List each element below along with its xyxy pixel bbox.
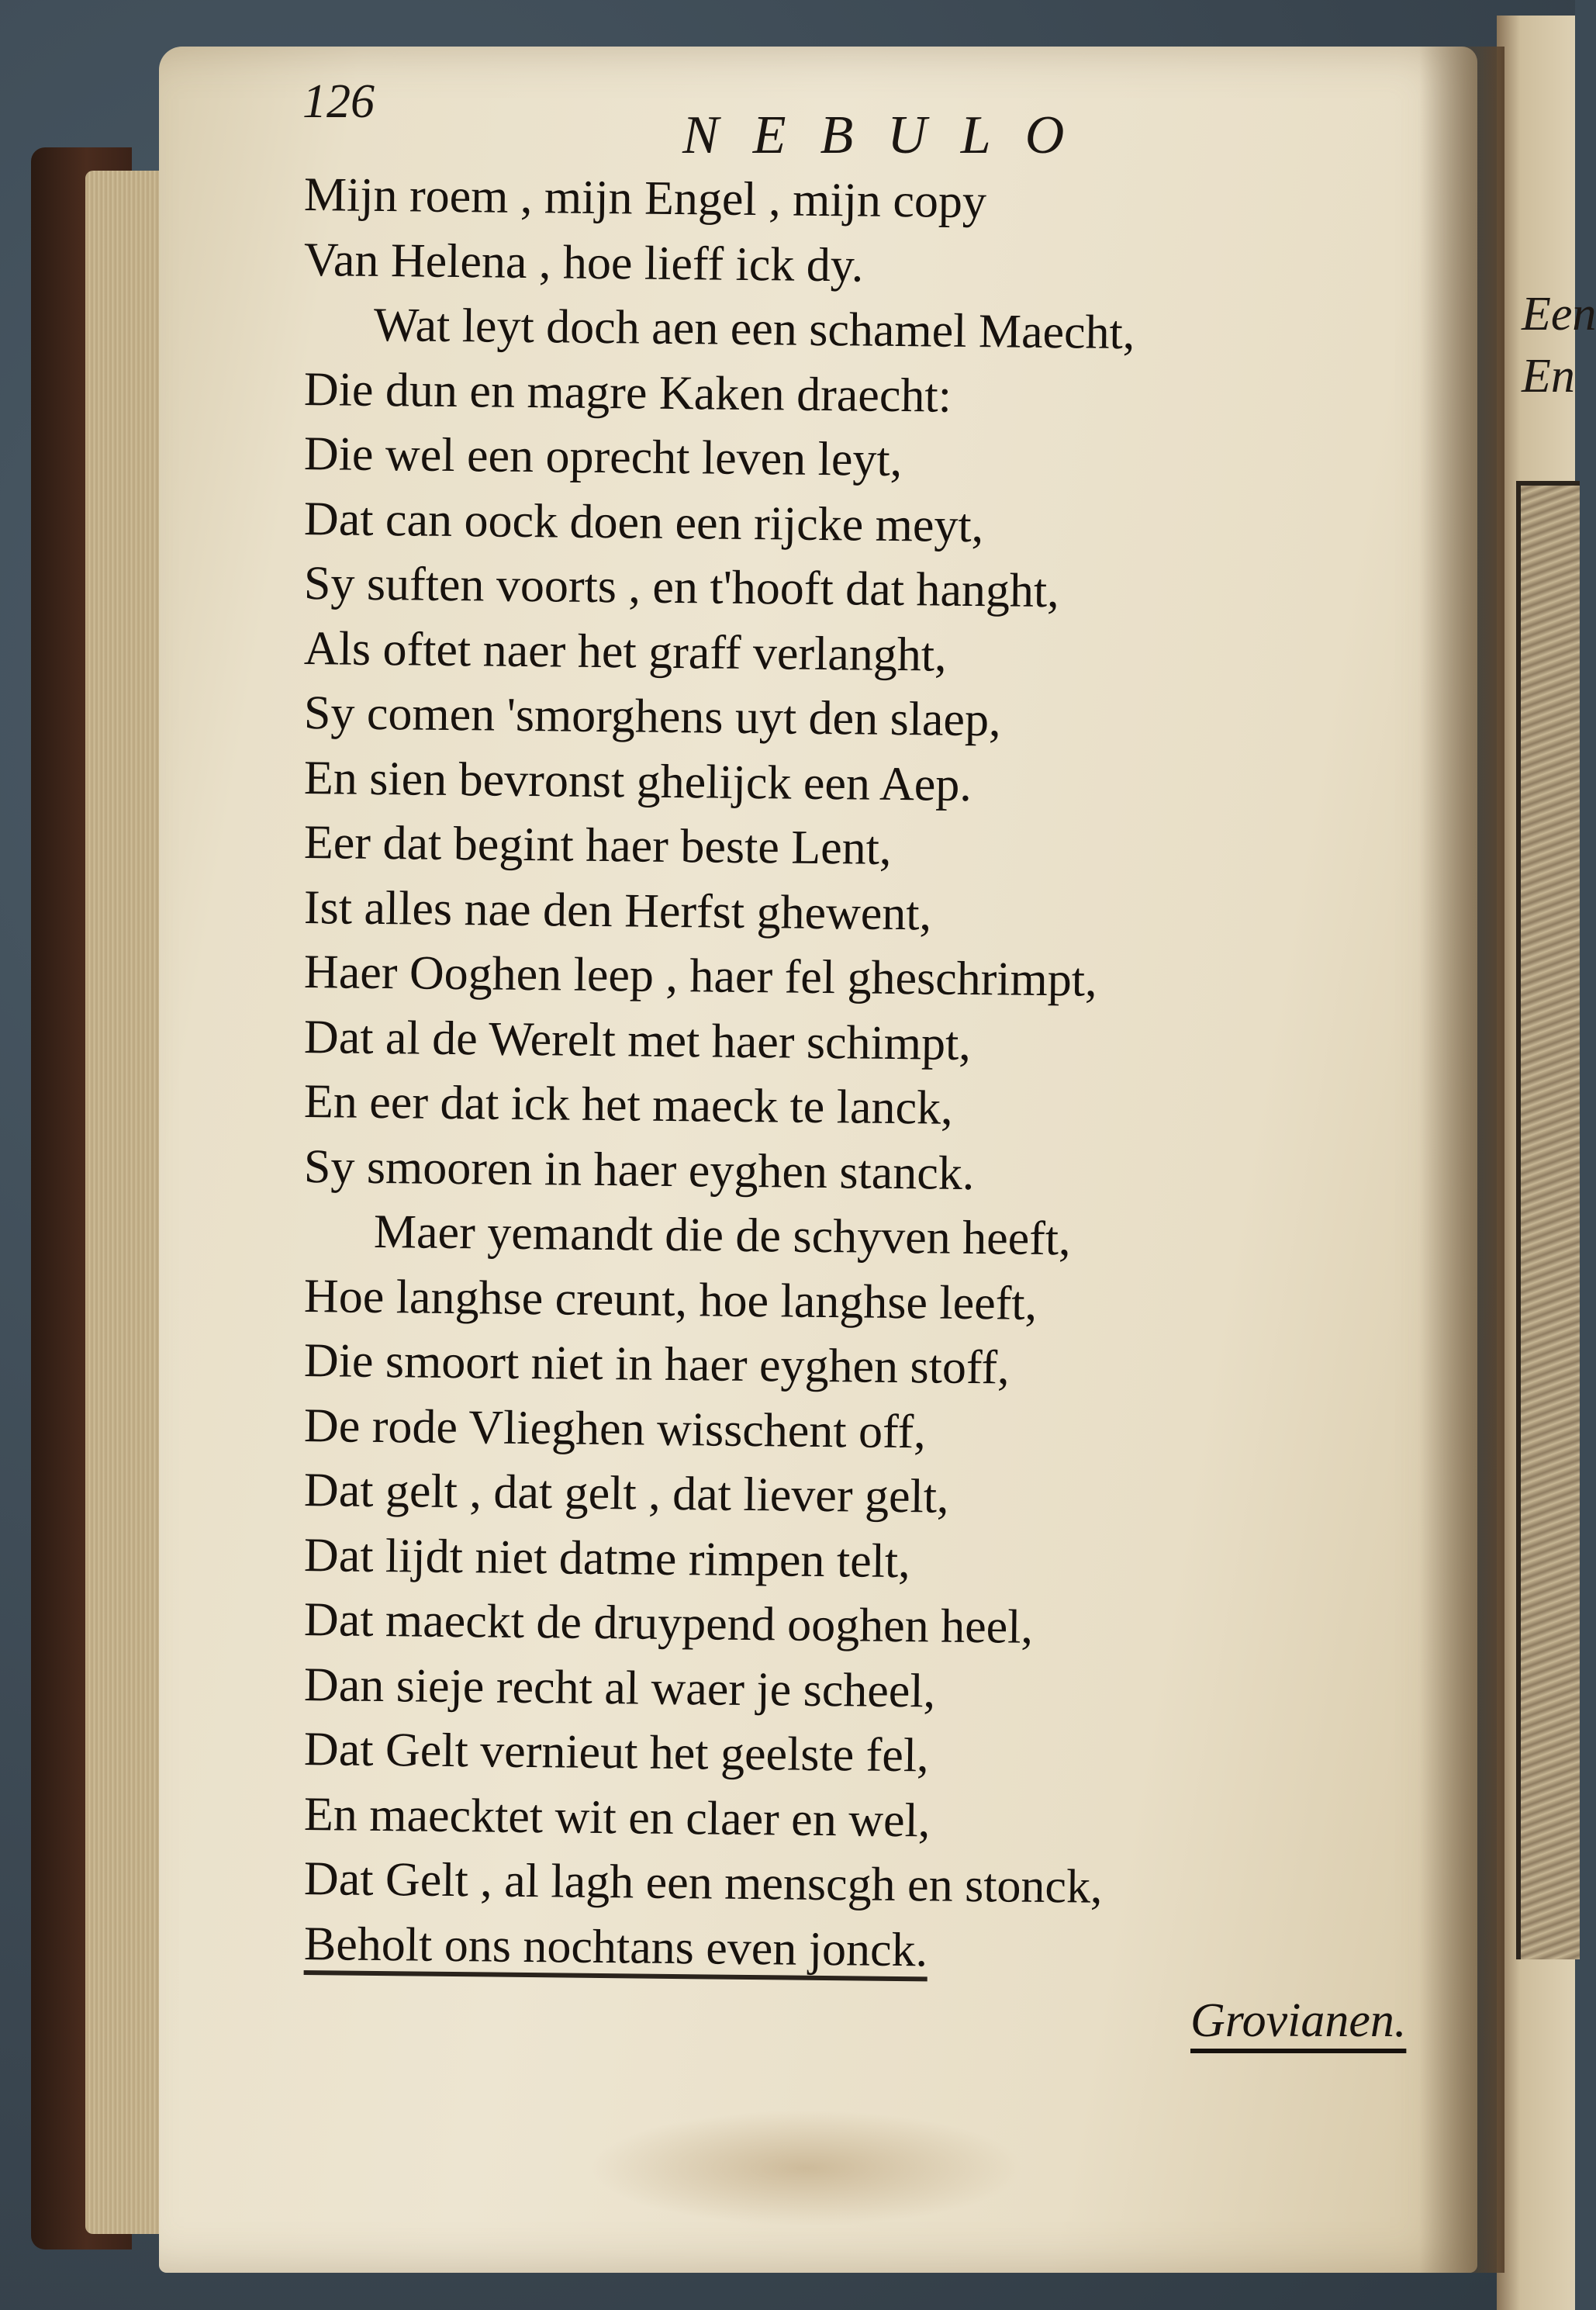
- verse-line: En maecktet wit en claer en wel,: [303, 1787, 931, 1847]
- page-number: 126: [302, 75, 375, 128]
- verse-line: Dat maeckt de druypend ooghen heel,: [303, 1593, 1034, 1654]
- verse-line: Van Helena , hoe lieff ick dy.: [303, 233, 864, 292]
- facing-page-fragment-2: En: [1522, 350, 1575, 403]
- facing-page-fragment-1: Een: [1522, 288, 1596, 341]
- verse-line: En eer dat ick het maeck te lanck,: [303, 1075, 953, 1135]
- verse-line: Beholt ons nochtans even jonck.: [303, 1917, 928, 1976]
- verse-line: Als oftet naer het graff verlanght,: [303, 621, 947, 682]
- verse-line: Sy smooren in haer eyghen stanck.: [303, 1139, 975, 1200]
- verse-line: Die smoort niet in haer eyghen stoff,: [303, 1334, 1010, 1395]
- verse-line: Dat Gelt , al lagh een menscgh en stonck,: [303, 1852, 1103, 1914]
- verse-line: Dat lijdt niet datme rimpen telt,: [303, 1528, 911, 1588]
- verse-line: Die wel een oprecht leven leyt,: [303, 427, 903, 487]
- running-head: NEBULO: [682, 105, 1099, 165]
- verse-line: En sien bevronst ghelijck een Aep.: [303, 751, 972, 811]
- verse-line: Die dun en magre Kaken draecht:: [303, 362, 952, 423]
- verse-line: Ist alles nae den Herfst ghewent,: [303, 880, 932, 940]
- verse-line: Wat leyt doch aen een schamel Maecht,: [373, 298, 1135, 360]
- verse-line: Dat gelt , dat gelt , dat liever gelt,: [303, 1464, 949, 1523]
- verse-line: Sy comen 'smorghens uyt den slaep,: [303, 686, 1001, 747]
- verse-line: Eer dat begint haer beste Lent,: [303, 816, 892, 875]
- verse-line: Sy suften voorts , en t'hooft dat hanght,: [303, 557, 1060, 618]
- verse-line: Maer yemandt die de schyven heeft,: [373, 1205, 1071, 1266]
- page-stain: [589, 2110, 1024, 2226]
- verse-line: Haer Ooghen leep , haer fel gheschrimpt,: [303, 946, 1097, 1007]
- verse-line: Dat Gelt vernieut het geelste fel,: [303, 1723, 929, 1783]
- catchword: Grovianen.: [1190, 1994, 1407, 2047]
- verse-line: De rode Vlieghen wisschent off,: [303, 1399, 927, 1458]
- page-edges: [85, 171, 171, 2234]
- verse-block: [304, 163, 1444, 1976]
- verse-line: Dan sieje recht al waer je scheel,: [303, 1658, 936, 1718]
- facing-page-engraving: [1516, 481, 1580, 1959]
- verse-line: Mijn roem , mijn Engel , mijn copy: [303, 168, 987, 229]
- verse-line: Hoe langhse creunt, hoe langhse leeft,: [303, 1269, 1038, 1330]
- verse-line: Dat al de Werelt met haer schimpt,: [303, 1010, 972, 1070]
- verse-line: Dat can oock doen een rijcke meyt,: [303, 492, 984, 552]
